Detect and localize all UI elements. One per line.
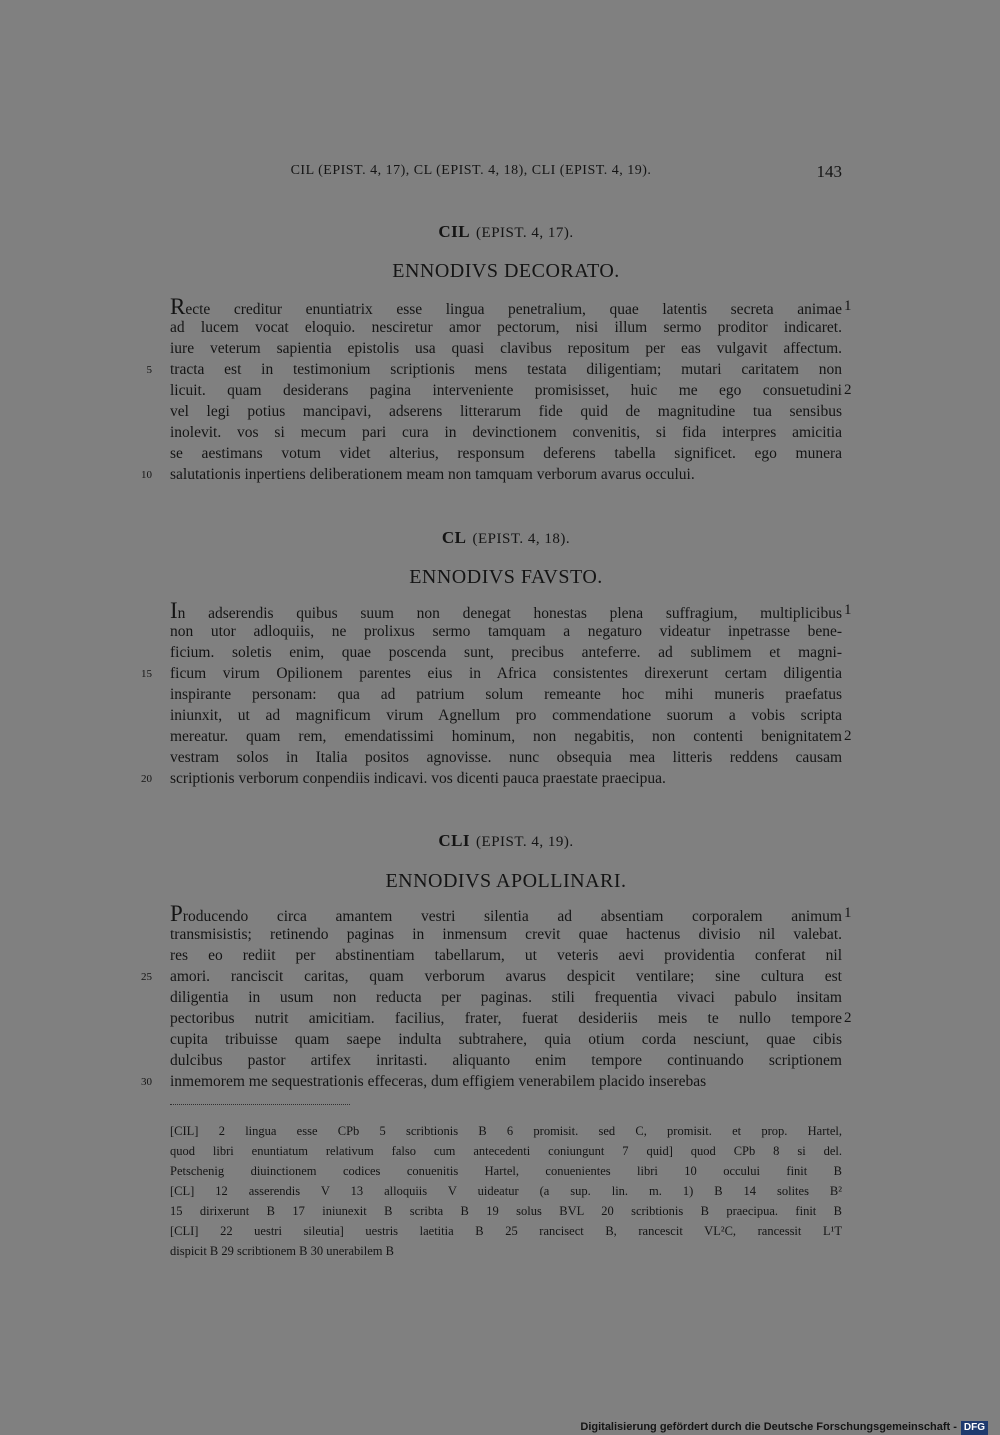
footnote-separator bbox=[170, 1104, 350, 1106]
drop-cap: P bbox=[170, 901, 183, 926]
footnote-line: Petschenig diuinctionem codices conuenitis Hartel, conuenientes libri 10 occului finit B bbox=[170, 1164, 842, 1178]
text-line: mereatur. quam rem, emendatissimi hominum, non negabitis, non contenti benignitatem bbox=[170, 728, 842, 745]
footnote-line: 15 dirixerunt B 17 iniunexit B scribta B 19 solus BVL 20 scribtionis B praecipua. finit B bbox=[170, 1204, 842, 1218]
text-line: iniunxit, ut ad magnificum virum Agnellum pro commendatione suorum a vobis scripta bbox=[170, 707, 842, 724]
letter-heading bbox=[170, 528, 842, 548]
letter-reference: (EPIST. 4, 17). bbox=[476, 225, 574, 241]
letter-number: CLI bbox=[438, 831, 471, 850]
margin-note: 1 bbox=[844, 905, 852, 921]
letter-title: ENNODIVS APOLLINARI. bbox=[385, 870, 627, 892]
running-head bbox=[170, 163, 842, 183]
drop-cap: R bbox=[170, 294, 186, 319]
line-number: 5 bbox=[146, 364, 152, 376]
margin-note: 1 bbox=[844, 298, 852, 314]
footnote-line: quod libri enuntiatum relativum falso cum antecedenti coniungunt 7 quid] quod CPb 8 si del. bbox=[170, 1144, 842, 1158]
text-line bbox=[170, 600, 842, 621]
margin-note: 2 bbox=[844, 1010, 852, 1026]
text-line: inspirante personam: qua ad patrium solum remeante hoc mihi muneris praefatus bbox=[170, 686, 842, 703]
footnote-line: [CLI] 22 uestri sileutia] uestris laetitia B 25 rancisect B, rancescit VL²C, rancessit L¹T bbox=[170, 1224, 842, 1238]
line-text: n adserendis quibus suum non denegat honestas plena suffragium, multiplicibus bbox=[177, 605, 842, 622]
text-line: ficum virum Opilionem parentes eius in Africa consistentes direxerunt certam diligentia bbox=[170, 665, 842, 682]
text-line: amori. ranciscit caritas, quam verborum avarus despicit ventilare; sine cultura est bbox=[170, 968, 842, 985]
line-text: ecte creditur enuntiatrix esse lingua penetralium, quae latentis secreta animae bbox=[185, 301, 842, 318]
margin-note: 2 bbox=[844, 728, 852, 744]
text-line: vel legi potius mancipavi, adserens litterarum fide quid de magnitudine tua sensibus bbox=[170, 403, 842, 420]
letter-heading bbox=[170, 831, 842, 851]
text-line: ad lucem vocat eloquio. nesciretur amor pectorum, nisi illum sermo proditor indicaret. bbox=[170, 319, 842, 336]
text-line: iure veterum sapientia epistolis usa quasi clavibus repositum per eas vulgavit affectum. bbox=[170, 340, 842, 357]
running-head-text: CIL (EPIST. 4, 17), CL (EPIST. 4, 18), CLI (EPIST. 4, 19). bbox=[290, 163, 652, 178]
text-line: vestram solos in Italia positos agnovisse. nunc obsequia mea litteris reddens causam bbox=[170, 749, 842, 766]
text-line: inolevit. vos si mecum pari cura in devinctionem convenitis, si fida interpres amicitia bbox=[170, 424, 842, 441]
text-line: inmemorem me sequestrationis effeceras, dum effigiem venerabilem placido inserebas bbox=[170, 1073, 707, 1090]
margin-note: 2 bbox=[844, 382, 852, 398]
margin-note: 1 bbox=[844, 602, 852, 618]
text-line: cupita tribuisse quam saepe indulta subtrahere, quia otium corda nesciunt, quae cibis bbox=[170, 1031, 842, 1048]
dfg-logo: DFG bbox=[961, 1421, 988, 1435]
text-line: dulcibus pastor artifex inritasti. aliquanto enim tempore continuando scriptionem bbox=[170, 1052, 842, 1069]
letter-number: CL bbox=[441, 528, 467, 547]
letter-heading bbox=[170, 222, 842, 242]
text-line: res eo rediit per abstinentiam tabellarum, ut veteris aevi providentia conferat nil bbox=[170, 947, 842, 964]
line-number: 10 bbox=[141, 469, 152, 481]
text-line: pectoribus nutrit amicitiam. facilius, frater, fuerat desideriis meis te nullo tempore bbox=[170, 1010, 842, 1027]
text-line bbox=[170, 296, 842, 317]
credit-text: Digitalisierung gefördert durch die Deutsche Forschungsgemeinschaft - bbox=[580, 1421, 957, 1433]
line-number: 20 bbox=[141, 773, 152, 785]
page-number: 143 bbox=[816, 162, 842, 181]
text-line: tracta est in testimonium scriptionis mens testata diligentiam; mutari caritatem non bbox=[170, 361, 842, 378]
text-line: non utor adloquiis, ne prolixus sermo tamquam a negaturo videatur inpetrasse bene- bbox=[170, 623, 842, 640]
text-line: se aestimans votum videt alterius, responsum deferens tabella significet. ego munera bbox=[170, 445, 842, 462]
text-line: ficium. soletis enim, quae poscenda sunt, precibus anteferre. ad sublimem et magni- bbox=[170, 644, 842, 661]
text-line: licuit. quam desiderans pagina interveniente promisisset, huic me ego consuetudini bbox=[170, 382, 842, 399]
letter-title: ENNODIVS DECORATO. bbox=[392, 260, 620, 282]
drop-cap: I bbox=[170, 598, 178, 623]
text-line: scriptionis verborum conpendiis indicavi. vos dicenti pauca praestate praecipua. bbox=[170, 770, 666, 787]
text-line bbox=[170, 903, 842, 924]
letter-title: ENNODIVS FAVSTO. bbox=[409, 566, 603, 588]
text-line: transmisistis; retinendo paginas in inmensum crevit quae hactenus divisio nil valebat. bbox=[170, 926, 842, 943]
line-number: 30 bbox=[141, 1076, 152, 1088]
line-text: roducendo circa amantem vestri silentia ad absentiam corporalem animum bbox=[182, 908, 842, 925]
footnote-line: [CL] 12 asserendis V 13 alloquiis V uideatur (a sup. lin. m. 1) B 14 solites B² bbox=[170, 1184, 842, 1198]
line-number: 25 bbox=[141, 971, 152, 983]
footnote-line: dispicit B 29 scribtionem B 30 unerabilem B bbox=[170, 1244, 394, 1258]
digitization-credit bbox=[580, 1420, 988, 1434]
text-line: diligentia in usum non reducta per paginas. stili frequentia vivaci pabulo insitam bbox=[170, 989, 842, 1006]
line-number: 15 bbox=[141, 668, 152, 680]
letter-reference: (EPIST. 4, 18). bbox=[472, 531, 571, 547]
letter-reference: (EPIST. 4, 19). bbox=[476, 834, 574, 850]
text-line: salutationis inpertiens deliberationem meam non tamquam verborum avarus occului. bbox=[170, 466, 695, 483]
letter-number: CIL bbox=[438, 222, 471, 241]
footnote-line: [CIL] 2 lingua esse CPb 5 scribtionis B 6 promisit. sed C, promisit. et prop. Hartel, bbox=[170, 1124, 842, 1138]
